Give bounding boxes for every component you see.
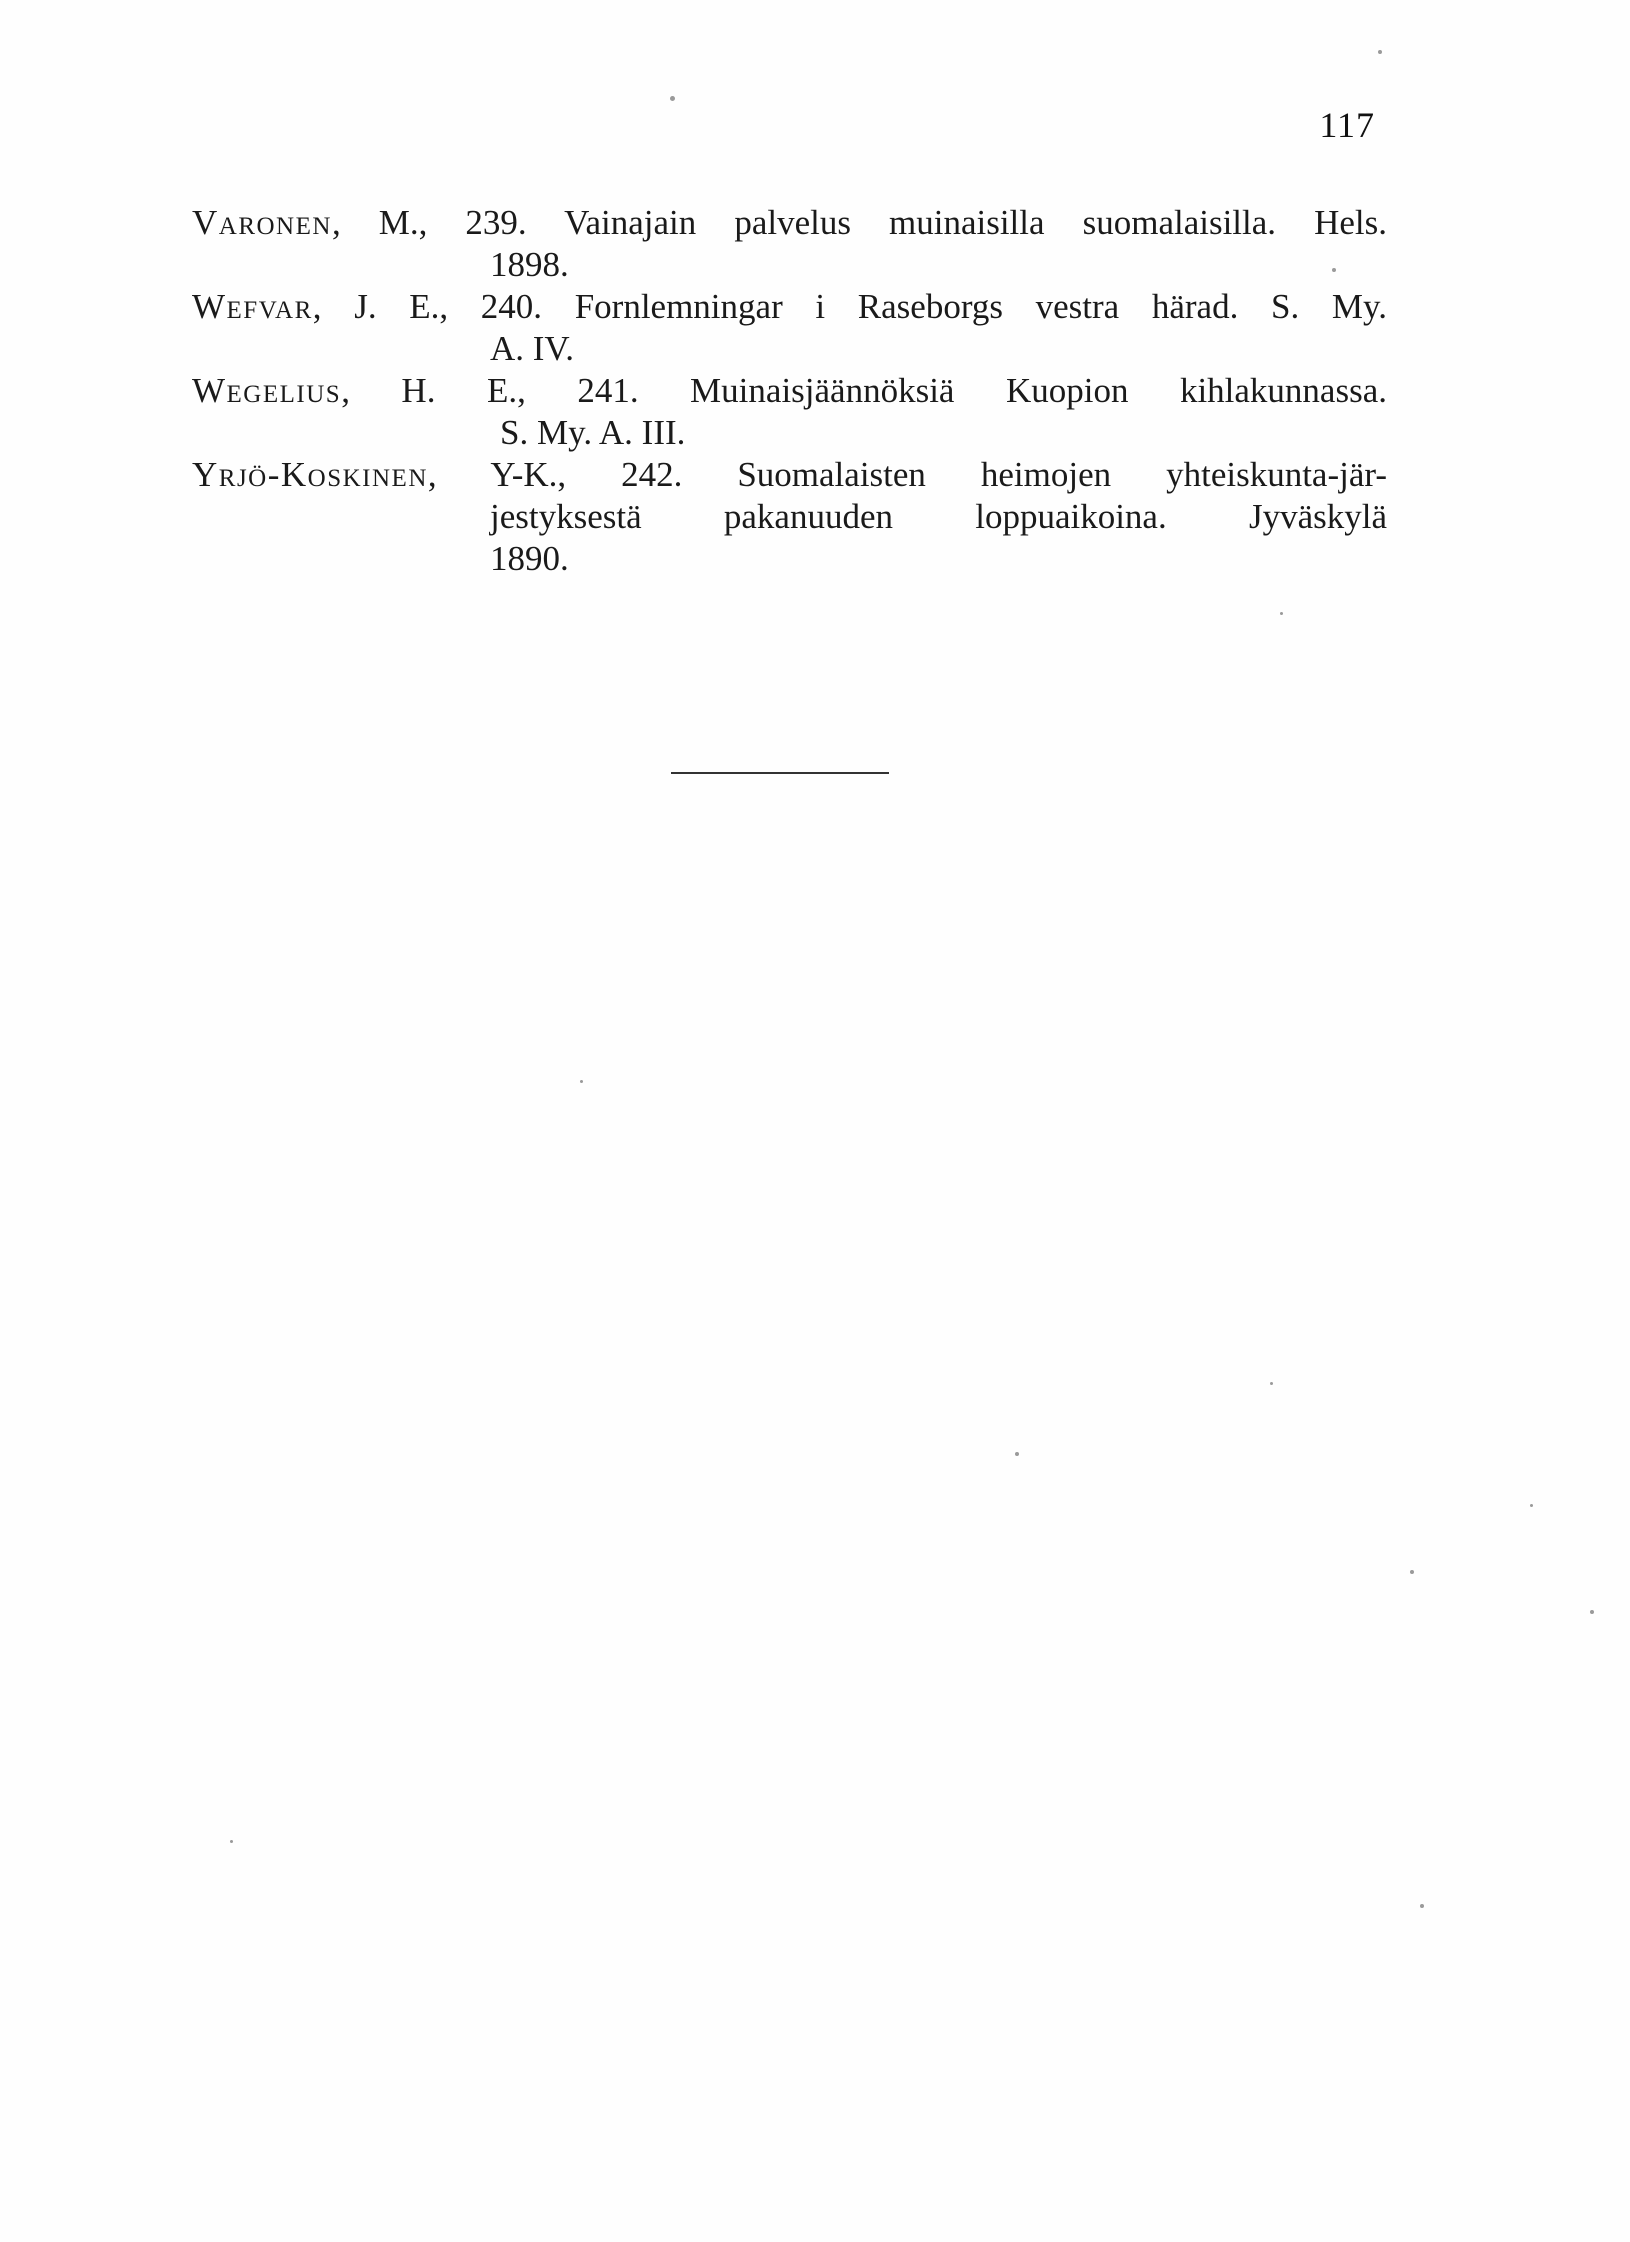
entry-author: Varonen bbox=[192, 203, 332, 242]
scan-speck bbox=[1280, 612, 1283, 615]
bibliography-entry bbox=[192, 202, 1387, 286]
scan-speck bbox=[580, 1080, 583, 1083]
bibliography-list bbox=[192, 202, 1387, 580]
entry-continuation: jestyksestä pakanuuden loppuaikoina. Jyväskylä bbox=[490, 497, 1387, 536]
entry-first-line bbox=[192, 454, 1387, 496]
scan-speck bbox=[1378, 50, 1382, 54]
scan-speck bbox=[670, 96, 675, 101]
page-number: 117 bbox=[1319, 105, 1375, 145]
entry-first-line bbox=[192, 286, 1387, 328]
scan-speck bbox=[1410, 1570, 1414, 1574]
entry-continuation: 1890. bbox=[490, 539, 569, 578]
entry-author: Wefvar bbox=[192, 287, 313, 326]
entry-first-line bbox=[192, 202, 1387, 244]
scan-speck bbox=[1420, 1904, 1424, 1908]
entry-text: , M., 239. Vainajain palvelus muinaisilla suomalaisilla. Hels. bbox=[331, 203, 1387, 242]
entry-continuation: S. My. A. III. bbox=[500, 413, 686, 452]
bibliography-entry bbox=[192, 454, 1387, 580]
entry-continuation: A. IV. bbox=[490, 329, 574, 368]
entry-text: , J. E., 240. Fornlemningar i Raseborgs vestra härad. S. My. bbox=[312, 287, 1387, 326]
bibliography-entry bbox=[192, 370, 1387, 454]
scan-speck bbox=[230, 1840, 233, 1843]
scan-speck bbox=[1270, 1382, 1273, 1385]
entry-author: Yrjö-Koskinen bbox=[192, 455, 428, 494]
entry-author: Wegelius bbox=[192, 371, 342, 410]
entry-first-line bbox=[192, 370, 1387, 412]
entry-continuation: 1898. bbox=[490, 245, 569, 284]
entry-text: , Y-K., 242. Suomalaisten heimojen yhteiskunta-jär- bbox=[427, 455, 1387, 494]
scan-speck bbox=[1530, 1504, 1533, 1507]
bibliography-entry bbox=[192, 286, 1387, 370]
entry-text: , H. E., 241. Muinaisjäännöksiä Kuopion kihlakunnassa. bbox=[341, 371, 1387, 410]
section-end-rule bbox=[671, 772, 889, 774]
scan-speck bbox=[1332, 268, 1336, 272]
scan-speck bbox=[1015, 1452, 1019, 1456]
scan-speck bbox=[1590, 1610, 1594, 1614]
